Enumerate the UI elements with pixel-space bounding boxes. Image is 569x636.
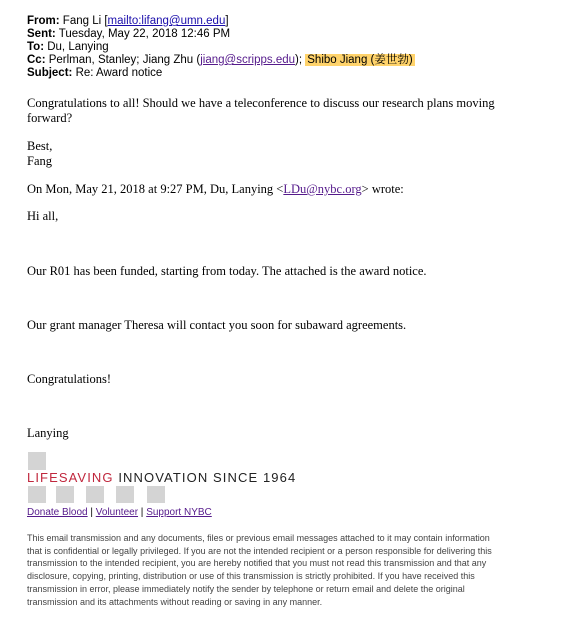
from-close: ] <box>225 15 229 27</box>
to-label: To: <box>27 41 45 53</box>
quoted-intro-pre: On Mon, May 21, 2018 at 9:27 PM, Du, Lanying < <box>27 182 284 196</box>
sent-value: Tuesday, May 22, 2018 12:46 PM <box>58 28 231 40</box>
tagline-rest: INNOVATION SINCE 1964 <box>113 470 297 485</box>
cc-highlighted-name: Shibo Jiang (姜世勃) <box>307 54 413 66</box>
subject-row <box>27 67 415 80</box>
support-nybc-link[interactable]: Support NYBC <box>146 507 212 518</box>
email-headers <box>27 15 415 80</box>
footer-links <box>27 507 212 518</box>
social-icon-1[interactable] <box>28 486 46 503</box>
tagline-red: LIFESAVING <box>27 470 114 485</box>
social-icon-4[interactable] <box>116 486 134 503</box>
quoted-paragraph-3: Congratulations! <box>27 372 112 386</box>
quoted-intro-post: > wrote: <box>361 182 404 196</box>
cc-value-pre: Perlman, Stanley; Jiang Zhu ( <box>48 54 201 66</box>
cc-row <box>27 54 415 67</box>
link-separator: | <box>138 507 147 518</box>
to-row <box>27 41 415 54</box>
donate-blood-link[interactable]: Donate Blood <box>27 507 88 518</box>
quoted-paragraph-1: Our R01 has been funded, starting from today. The attached is the award notice. <box>27 264 427 278</box>
from-label: From: <box>27 15 60 27</box>
sent-row <box>27 28 415 41</box>
cc-email-link[interactable]: jiang@scripps.edu <box>200 54 296 66</box>
logo-image-placeholder <box>28 452 46 470</box>
quoted-greeting: Hi all, <box>27 209 59 223</box>
social-icon-5[interactable] <box>147 486 165 503</box>
social-icon-3[interactable] <box>86 486 104 503</box>
social-icon-2[interactable] <box>56 486 74 503</box>
sent-label: Sent: <box>27 28 56 40</box>
nybc-tagline <box>27 470 296 485</box>
quoted-intro <box>27 182 527 197</box>
to-value: Du, Lanying <box>47 41 109 53</box>
confidentiality-disclaimer: This email transmission and any documents, files or previous email messages attached to it may contain information that is confidential or legally privileged. If you are not the intended recipient or a person responsible for delivering this transmission to the intended recipient, you are hereby notified that you must not read this transmission and that any disclosure, copying, printing, distribution or use of this transmission is strictly prohibited. If you have received this transmission in error, please immediately notify the sender by telephone or return email and delete the original transmission and its attachments without reading or saving in any manner. <box>27 533 492 607</box>
subject-label: Subject: <box>27 67 73 79</box>
quoted-email-link[interactable]: LDu@nybc.org <box>283 182 362 196</box>
quoted-paragraph-2: Our grant manager Theresa will contact you soon for subaward agreements. <box>27 318 407 332</box>
cc-value-post: ); <box>295 54 303 66</box>
link-separator: | <box>87 507 96 518</box>
cc-label: Cc: <box>27 54 46 66</box>
from-mailto-link[interactable]: mailto:lifang@umn.edu <box>107 15 226 27</box>
reply-message: Congratulations to all! Should we have a teleconference to discuss our research plans moving forward? <box>27 96 495 125</box>
quoted-signoff: Lanying <box>27 426 69 440</box>
volunteer-link[interactable]: Volunteer <box>95 507 139 518</box>
subject-value: Re: Award notice <box>75 67 163 79</box>
from-name: Fang Li [ <box>62 15 108 27</box>
reply-closing: Best, <box>27 139 53 153</box>
reply-signature: Fang <box>27 154 52 168</box>
from-row <box>27 15 415 28</box>
